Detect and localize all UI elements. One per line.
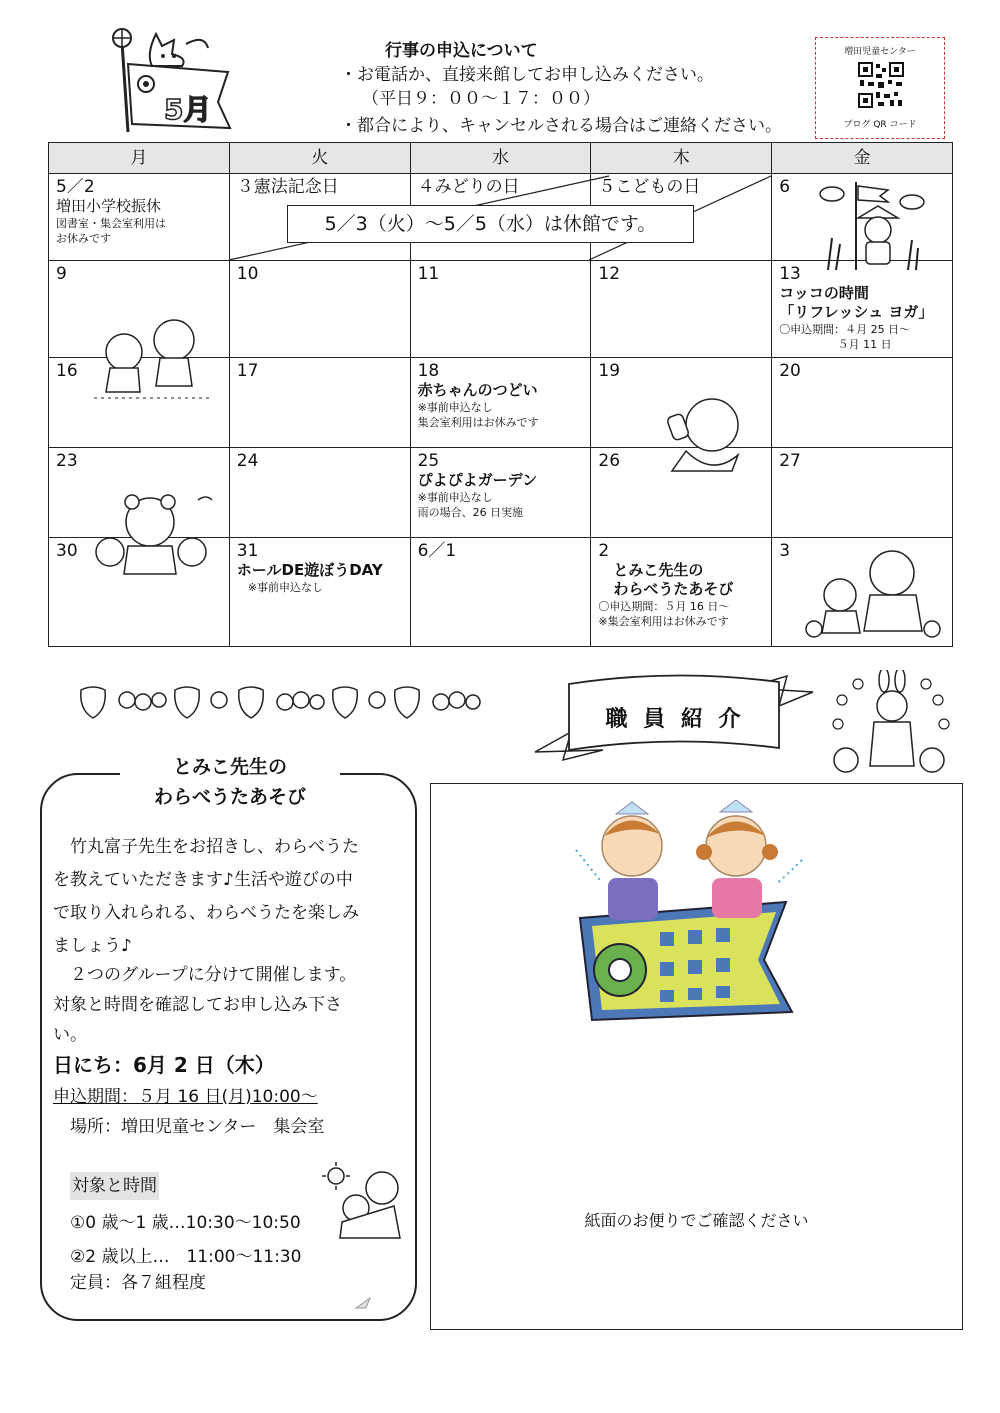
day-number: 27 bbox=[779, 451, 801, 471]
calendar-day-cell bbox=[772, 358, 952, 447]
calendar-day-cell bbox=[411, 358, 592, 447]
event-title: とみこ先生の bbox=[598, 561, 704, 579]
event-title: ホールDE遊ぼうDAY bbox=[236, 561, 383, 579]
calendar-day-cell bbox=[772, 261, 952, 357]
day-number: 6／1 bbox=[417, 541, 457, 561]
warabe-application-period: 申込期間：５月 16 日(月)10:00～ bbox=[53, 1087, 318, 1107]
weekday-wed: 水 bbox=[411, 143, 592, 173]
koinobori-children-illustration bbox=[570, 800, 810, 1030]
qr-code-icon[interactable] bbox=[858, 62, 904, 108]
event-note: ※事前申込なし bbox=[417, 401, 493, 414]
children-sun-illustration bbox=[320, 1162, 410, 1242]
calendar-day-cell bbox=[230, 448, 411, 537]
calendar-day-cell bbox=[591, 538, 772, 646]
closed-banner: 5／3（火）～5／5（水）は休館です。 bbox=[287, 205, 694, 243]
warabe-body-3: で取り入れられる、わらべうたを楽しみ bbox=[53, 903, 359, 923]
rabbit-animals-illustration bbox=[828, 670, 953, 782]
warabe-body-5: ２つのグループに分けて開催します。 bbox=[53, 965, 357, 985]
weekday-fri: 金 bbox=[853, 148, 871, 168]
day-number: ５こどもの日 bbox=[598, 177, 701, 197]
weekday-mon: 月 bbox=[49, 143, 230, 173]
day-number: 12 bbox=[598, 264, 621, 284]
month-illustration bbox=[108, 24, 238, 136]
calendar-day-cell bbox=[230, 261, 411, 357]
warabe-target-heading: 対象と時間 bbox=[70, 1172, 159, 1200]
event-title: わらべうたあそび bbox=[598, 580, 734, 598]
event-note: 〇申込期間：４月 25 日～ bbox=[779, 323, 911, 336]
application-line-1: ・お電話か、直接来館してお申し込みください。 bbox=[340, 65, 714, 85]
day-number: 25 bbox=[417, 451, 440, 471]
day-number: 10 bbox=[236, 264, 259, 284]
event-note: お休みです bbox=[56, 232, 111, 245]
month-badge: 5月 bbox=[164, 93, 212, 126]
day-number: ４みどりの日 bbox=[417, 177, 520, 197]
staff-banner-title: 職 員 紹 介 bbox=[605, 707, 745, 732]
event-note: 雨の場合、26 日実施 bbox=[417, 506, 524, 519]
day-number: 5／2 bbox=[56, 177, 95, 197]
warabe-title: とみこ先生の わらべうたあそび bbox=[120, 752, 340, 812]
qr-bottom-label: ブログ QR コード bbox=[843, 120, 917, 130]
baby-drinking-illustration bbox=[642, 385, 752, 477]
day-number: 9 bbox=[56, 264, 67, 284]
warabe-group-2: ②2 歳以上… 11:00～11:30 bbox=[70, 1247, 302, 1267]
calendar-day-cell bbox=[230, 358, 411, 447]
warabe-place: 場所：増田児童センター 集会室 bbox=[53, 1117, 325, 1137]
children-illustration bbox=[84, 312, 219, 402]
warabe-body-1: 竹丸富子先生をお招きし、わらべうた bbox=[53, 837, 359, 857]
warabe-body-4: ましょう♪ bbox=[53, 936, 132, 956]
event-note: ※事前申込なし bbox=[417, 491, 493, 504]
day-number: 24 bbox=[236, 451, 259, 471]
weekday-thu: 木 bbox=[591, 143, 772, 173]
calendar-header bbox=[49, 143, 952, 174]
calendar-day-cell bbox=[411, 448, 592, 537]
event-note: ５月 11 日 bbox=[779, 338, 892, 351]
event-title: ぴよぴよガーデン bbox=[417, 471, 538, 489]
calendar-day-cell bbox=[230, 538, 411, 646]
warabe-body-7: い。 bbox=[53, 1025, 87, 1045]
calendar-day-cell bbox=[772, 448, 952, 537]
strawberry-flower-border-icon bbox=[75, 680, 485, 722]
mother-child-illustration bbox=[800, 545, 945, 641]
event-note: 〇申込期間：５月 16 日～ bbox=[598, 600, 730, 613]
warabe-capacity: 定員：各７組程度 bbox=[70, 1273, 206, 1293]
day-number: 6 bbox=[779, 177, 791, 197]
day-number: 3 bbox=[779, 541, 791, 561]
warabe-date: 日にち：6月 2 日（木） bbox=[53, 1053, 275, 1077]
calendar-day-cell bbox=[591, 261, 772, 357]
staff-message: 紙面のお便りでご確認ください bbox=[584, 1211, 809, 1230]
application-hours: （平日９：００～１７：００） bbox=[362, 89, 600, 109]
day-number: 18 bbox=[417, 361, 440, 381]
weekday-tue: 火 bbox=[230, 143, 411, 173]
day-number: 11 bbox=[417, 264, 440, 284]
bear-family-illustration bbox=[88, 490, 218, 582]
application-line-2: ・都合により、キャンセルされる場合はご連絡ください。 bbox=[340, 116, 782, 136]
day-number: 2 bbox=[598, 541, 610, 561]
qr-top-label: 増田児童センター bbox=[844, 47, 916, 57]
event-note: 増田小学校振休 bbox=[56, 197, 162, 215]
warabe-body-2: を教えていただきます♪生活や遊びの中 bbox=[53, 870, 353, 890]
day-number: 30 bbox=[56, 541, 78, 561]
event-title: 「リフレッシュ ヨガ」 bbox=[779, 303, 934, 321]
calendar-day-cell bbox=[411, 261, 592, 357]
day-number: 13 bbox=[779, 264, 801, 284]
day-number: 20 bbox=[779, 361, 801, 381]
day-number: 31 bbox=[236, 541, 259, 561]
calendar-day-cell bbox=[411, 538, 592, 646]
event-note: 図書室・集会室利用は bbox=[56, 217, 166, 230]
event-note: ※集会室利用はお休みです bbox=[598, 615, 729, 628]
page-curl-icon bbox=[354, 1296, 372, 1310]
day-number: 17 bbox=[236, 361, 259, 381]
application-title: 行事の申込について bbox=[385, 41, 538, 61]
day-number: ３憲法記念日 bbox=[236, 177, 339, 197]
qr-box bbox=[815, 37, 945, 139]
day-number: 16 bbox=[56, 361, 78, 381]
event-note: 集会室利用はお休みです bbox=[417, 416, 539, 429]
day-number: 19 bbox=[598, 361, 621, 381]
warabe-body-6: 対象と時間を確認してお申し込み下さ bbox=[53, 995, 342, 1015]
warabe-group-1: ①0 歳～1 歳…10:30～10:50 bbox=[70, 1213, 301, 1233]
event-note: ※事前申込なし bbox=[236, 581, 324, 594]
day-number: 23 bbox=[56, 451, 78, 471]
event-title: コッコの時間 bbox=[779, 284, 869, 302]
koinobori-boy-illustration bbox=[818, 178, 928, 274]
event-title: 赤ちゃんのつどい bbox=[417, 381, 538, 399]
day-number: 26 bbox=[598, 451, 621, 471]
